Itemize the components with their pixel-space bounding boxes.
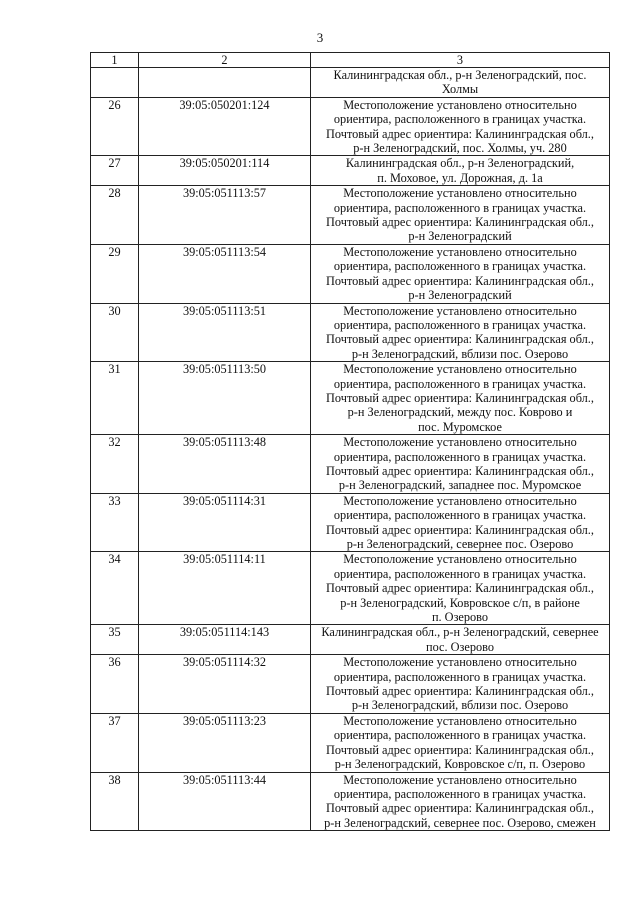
cadastral-number-cell: 39:05:050201:124 (139, 97, 311, 156)
address-cell: Местоположение установлено относительно ориентира, расположенного в границах участка. Почтовый адрес ориентира: Калининградская обл., р-н Зеленоградский (311, 186, 610, 245)
address-cell: Местоположение установлено относительно ориентира, расположенного в границах участка. Почтовый адрес ориентира: Калининградская обл., р-н Зеленоградский, севернее пос. Озерово, смежен (311, 772, 610, 831)
header-cell-1: 1 (91, 53, 139, 68)
table-row (91, 362, 610, 435)
table-row (91, 303, 610, 362)
row-number-cell: 34 (91, 552, 139, 625)
row-number-cell: 35 (91, 625, 139, 655)
row-number-cell: 36 (91, 655, 139, 714)
row-number-cell: 32 (91, 435, 139, 494)
header-cell-2: 2 (139, 53, 311, 68)
row-number-cell: 27 (91, 156, 139, 186)
cadastral-number-cell: 39:05:050201:114 (139, 156, 311, 186)
cadastral-number-cell: 39:05:051113:44 (139, 772, 311, 831)
address-cell: Местоположение установлено относительно ориентира, расположенного в границах участка. Почтовый адрес ориентира: Калининградская обл., р-н Зеленоградский, севернее пос. Озерово (311, 493, 610, 552)
page-number: 3 (316, 30, 324, 45)
table-row (91, 713, 610, 772)
row-number-cell: 38 (91, 772, 139, 831)
table-row (91, 68, 610, 98)
land-plots-table (90, 52, 610, 831)
row-number-cell: 29 (91, 244, 139, 303)
table-row (91, 552, 610, 625)
address-cell: Калининградская обл., р-н Зеленоградский, пос. Холмы (311, 68, 610, 98)
address-cell: Местоположение установлено относительно ориентира, расположенного в границах участка. Почтовый адрес ориентира: Калининградская обл., р-н Зеленоградский, вблизи пос. Озерово (311, 655, 610, 714)
table-header-row (91, 53, 610, 68)
address-cell: Местоположение установлено относительно ориентира, расположенного в границах участка. Почтовый адрес ориентира: Калининградская обл., р-н Зеленоградский, между пос. Коврово и пос. Муромское (311, 362, 610, 435)
address-cell: Калининградская обл., р-н Зеленоградский, севернее пос. Озерово (311, 625, 610, 655)
cadastral-number-cell (139, 68, 311, 98)
cadastral-number-cell: 39:05:051113:50 (139, 362, 311, 435)
address-cell: Местоположение установлено относительно ориентира, расположенного в границах участка. Почтовый адрес ориентира: Калининградская обл., р-н Зеленоградский, Ковровское с/п, п. Озерово (311, 713, 610, 772)
cadastral-number-cell: 39:05:051114:11 (139, 552, 311, 625)
cadastral-number-cell: 39:05:051114:143 (139, 625, 311, 655)
table-row (91, 186, 610, 245)
cadastral-number-cell: 39:05:051113:23 (139, 713, 311, 772)
row-number-cell: 28 (91, 186, 139, 245)
cadastral-number-cell: 39:05:051114:32 (139, 655, 311, 714)
address-cell: Калининградская обл., р-н Зеленоградский, п. Моховое, ул. Дорожная, д. 1а (311, 156, 610, 186)
table-row (91, 435, 610, 494)
address-cell: Местоположение установлено относительно ориентира, расположенного в границах участка. Почтовый адрес ориентира: Калининградская обл., р-н Зеленоградский, пос. Холмы, уч. 280 (311, 97, 610, 156)
table-row (91, 244, 610, 303)
cadastral-number-cell: 39:05:051113:51 (139, 303, 311, 362)
address-cell: Местоположение установлено относительно ориентира, расположенного в границах участка. Почтовый адрес ориентира: Калининградская обл., р-н Зеленоградский, вблизи пос. Озерово (311, 303, 610, 362)
table-row (91, 772, 610, 831)
header-cell-3: 3 (311, 53, 610, 68)
address-cell: Местоположение установлено относительно ориентира, расположенного в границах участка. Почтовый адрес ориентира: Калининградская обл., р-н Зеленоградский, западнее пос. Муромское (311, 435, 610, 494)
table-row (91, 625, 610, 655)
table-row (91, 156, 610, 186)
cadastral-number-cell: 39:05:051113:54 (139, 244, 311, 303)
address-cell: Местоположение установлено относительно ориентира, расположенного в границах участка. Почтовый адрес ориентира: Калининградская обл., р-н Зеленоградский, Ковровское с/п, в районе п. Озерово (311, 552, 610, 625)
row-number-cell: 33 (91, 493, 139, 552)
table-row (91, 655, 610, 714)
row-number-cell: 26 (91, 97, 139, 156)
row-number-cell: 31 (91, 362, 139, 435)
row-number-cell: 30 (91, 303, 139, 362)
table-row (91, 97, 610, 156)
row-number-cell (91, 68, 139, 98)
cadastral-number-cell: 39:05:051113:57 (139, 186, 311, 245)
cadastral-number-cell: 39:05:051113:48 (139, 435, 311, 494)
cadastral-number-cell: 39:05:051114:31 (139, 493, 311, 552)
address-cell: Местоположение установлено относительно ориентира, расположенного в границах участка. Почтовый адрес ориентира: Калининградская обл., р-н Зеленоградский (311, 244, 610, 303)
row-number-cell: 37 (91, 713, 139, 772)
table-row (91, 493, 610, 552)
